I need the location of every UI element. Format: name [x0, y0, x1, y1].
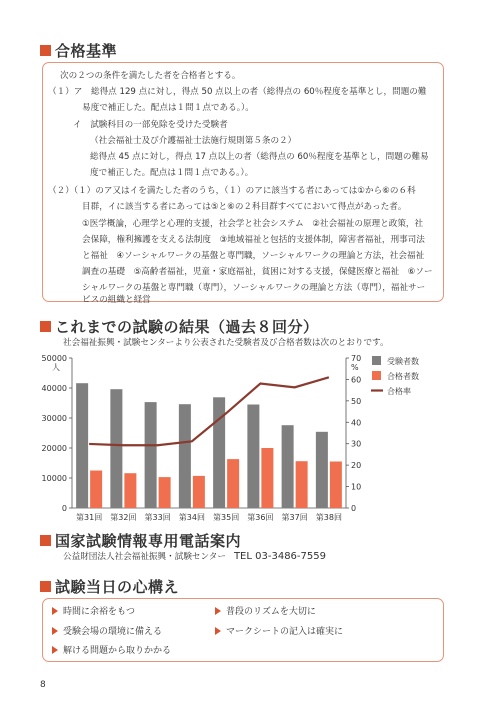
criteria-line: 度で補正した。配点は１問１点である。）。 [90, 168, 254, 178]
legend-label: 合格率 [387, 387, 411, 396]
criteria-line: 総得点 45 点に対し，得点 17 点以上の者（総得点の 60％程度を基準とし，問題の難易 [90, 152, 429, 162]
criteria-line: ビスの組織と経営 [82, 295, 151, 305]
y-right-unit: % [351, 363, 359, 372]
y-left-tick-label: 50000 [41, 354, 67, 363]
tip-label: マークシートの記入は確実に [226, 627, 344, 637]
bar-passers [296, 461, 308, 508]
heading-square-icon [40, 581, 51, 592]
heading-square-icon [40, 535, 51, 546]
y-left-tick-label: 20000 [41, 444, 67, 453]
phone-title: 国家試験情報専用電話案内 [55, 532, 242, 550]
bar-passers [124, 473, 136, 508]
y-right-tick-label: 40 [351, 418, 362, 428]
tip-label: 解ける問題から取りかかる [63, 646, 172, 656]
legend-label: 合格者数 [387, 372, 419, 381]
bar-passers [227, 459, 239, 508]
criteria-line: （１）ア 総得点 129 点に対し，得点 50 点以上の者（総得点の 60％程度を基準とし，問題の難 [48, 87, 427, 97]
x-tick-label: 第37回 [281, 513, 308, 522]
x-tick-label: 第35回 [213, 513, 240, 522]
tip-item [52, 643, 171, 656]
criteria-title: 合格基準 [55, 42, 118, 60]
exam-results-chart [30, 348, 470, 528]
phone-heading [40, 530, 241, 551]
triangle-bullet-icon [52, 607, 58, 615]
bar-examinees [316, 432, 328, 508]
criteria-line: （２）（１）のア又はイを満たした者のうち，（１）のアに該当する者にあっては①から⑥の６科 [48, 186, 416, 196]
chart-x-labels [76, 512, 342, 522]
bar-passers [159, 477, 171, 508]
results-heading [40, 316, 319, 337]
tip-item [215, 604, 316, 617]
chart-legend [371, 356, 419, 396]
mindset-heading [40, 576, 179, 597]
bar-passers [193, 476, 205, 508]
criteria-line: 易度で補正した。配点は１問１点である。）。 [82, 103, 254, 113]
tip-item [215, 624, 343, 637]
results-title: これまでの試験の結果（過去８回分） [55, 318, 319, 336]
tip-item [52, 604, 135, 617]
criteria-line: 目群，イに該当する者にあっては⑤と⑥の２科目群すべてにおいて得点があった者。 [82, 202, 407, 212]
x-tick-label: 第38回 [315, 513, 342, 522]
heading-square-icon [40, 45, 51, 56]
x-tick-label: 第33回 [144, 513, 171, 522]
bar-examinees [247, 405, 259, 509]
criteria-line: （社会福祉士及び介護福祉士法施行規則第５条の２） [90, 136, 297, 146]
results-note: 社会福祉振興・試験センターより公表された受験者及び合格者数は次のとおりです。 [63, 338, 389, 348]
bar-passers [90, 471, 102, 509]
legend-label: 受験者数 [387, 357, 419, 366]
triangle-bullet-icon [215, 607, 221, 615]
triangle-bullet-icon [52, 646, 58, 654]
y-left-tick-label: 0 [61, 504, 67, 513]
page-number: 8 [40, 680, 46, 690]
criteria-line: 会保障，権利擁護を支える法制度 ③地域福祉と包括的支援体制，障害者福祉，刑事司法 [82, 235, 425, 245]
mindset-title: 試験当日の心構え [55, 578, 180, 596]
y-left-unit: 人 [52, 363, 60, 372]
criteria-line: 調査の基礎 ⑤高齢者福祉，児童・家庭福祉，貧困に対する支援，保健医療と福祉 ⑥ソー [82, 267, 433, 277]
criteria-line: ①医学概論，心理学と心理的支援，社会学と社会システム ②社会福祉の原理と政策，社 [82, 219, 424, 229]
x-tick-label: 第36回 [247, 513, 274, 522]
y-left-tick-label: 10000 [41, 474, 67, 483]
y-left-tick-label: 30000 [41, 414, 67, 423]
tip-label: 受験会場の環境に備える [63, 627, 163, 637]
criteria-heading [40, 40, 117, 61]
y-left-tick-label: 40000 [41, 384, 67, 393]
bar-examinees [282, 425, 294, 508]
x-tick-label: 第31回 [76, 513, 103, 522]
x-tick-label: 第32回 [110, 513, 137, 522]
tip-item [52, 624, 162, 637]
phone-number: TEL 03-3486-7559 [233, 551, 326, 562]
y-right-tick-label: 70 [351, 354, 362, 363]
criteria-line: 次の２つの条件を満たした者を合格者とする。 [60, 71, 241, 81]
bar-passers [261, 448, 273, 508]
y-right-tick-label: 20 [351, 461, 362, 471]
y-right-tick-label: 60 [351, 375, 362, 385]
triangle-bullet-icon [215, 627, 221, 635]
phone-info [63, 550, 326, 562]
bar-examinees [213, 397, 225, 508]
triangle-bullet-icon [52, 627, 58, 635]
criteria-line: イ 試験科目の一部免除を受けた受験者 [73, 120, 228, 130]
phone-org: 公益財団法人社会福祉振興・試験センター [63, 552, 226, 562]
bar-examinees [76, 383, 88, 508]
bar-examinees [179, 404, 191, 508]
criteria-line: と福祉 ④ソーシャルワークの基盤と専門職，ソーシャルワークの理論と方法，社会福祉 [82, 251, 425, 261]
bar-examinees [110, 389, 122, 508]
legend-swatch [372, 371, 381, 380]
y-right-tick-label: 30 [351, 439, 362, 449]
criteria-line: シャルワークの基盤と専門職（専門），ソーシャルワークの理論と方法（専門），福祉サー [82, 283, 426, 293]
legend-swatch [372, 356, 381, 365]
tip-label: 普段のリズムを大切に [226, 607, 316, 617]
bar-passers [330, 462, 342, 509]
y-right-tick-label: 50 [351, 396, 362, 406]
y-right-tick-label: 10 [351, 482, 362, 492]
tip-label: 時間に余裕をもつ [63, 607, 136, 617]
y-right-tick-label: 0 [351, 504, 357, 513]
heading-square-icon [40, 321, 51, 332]
x-tick-label: 第34回 [178, 513, 205, 522]
bar-examinees [145, 402, 157, 508]
